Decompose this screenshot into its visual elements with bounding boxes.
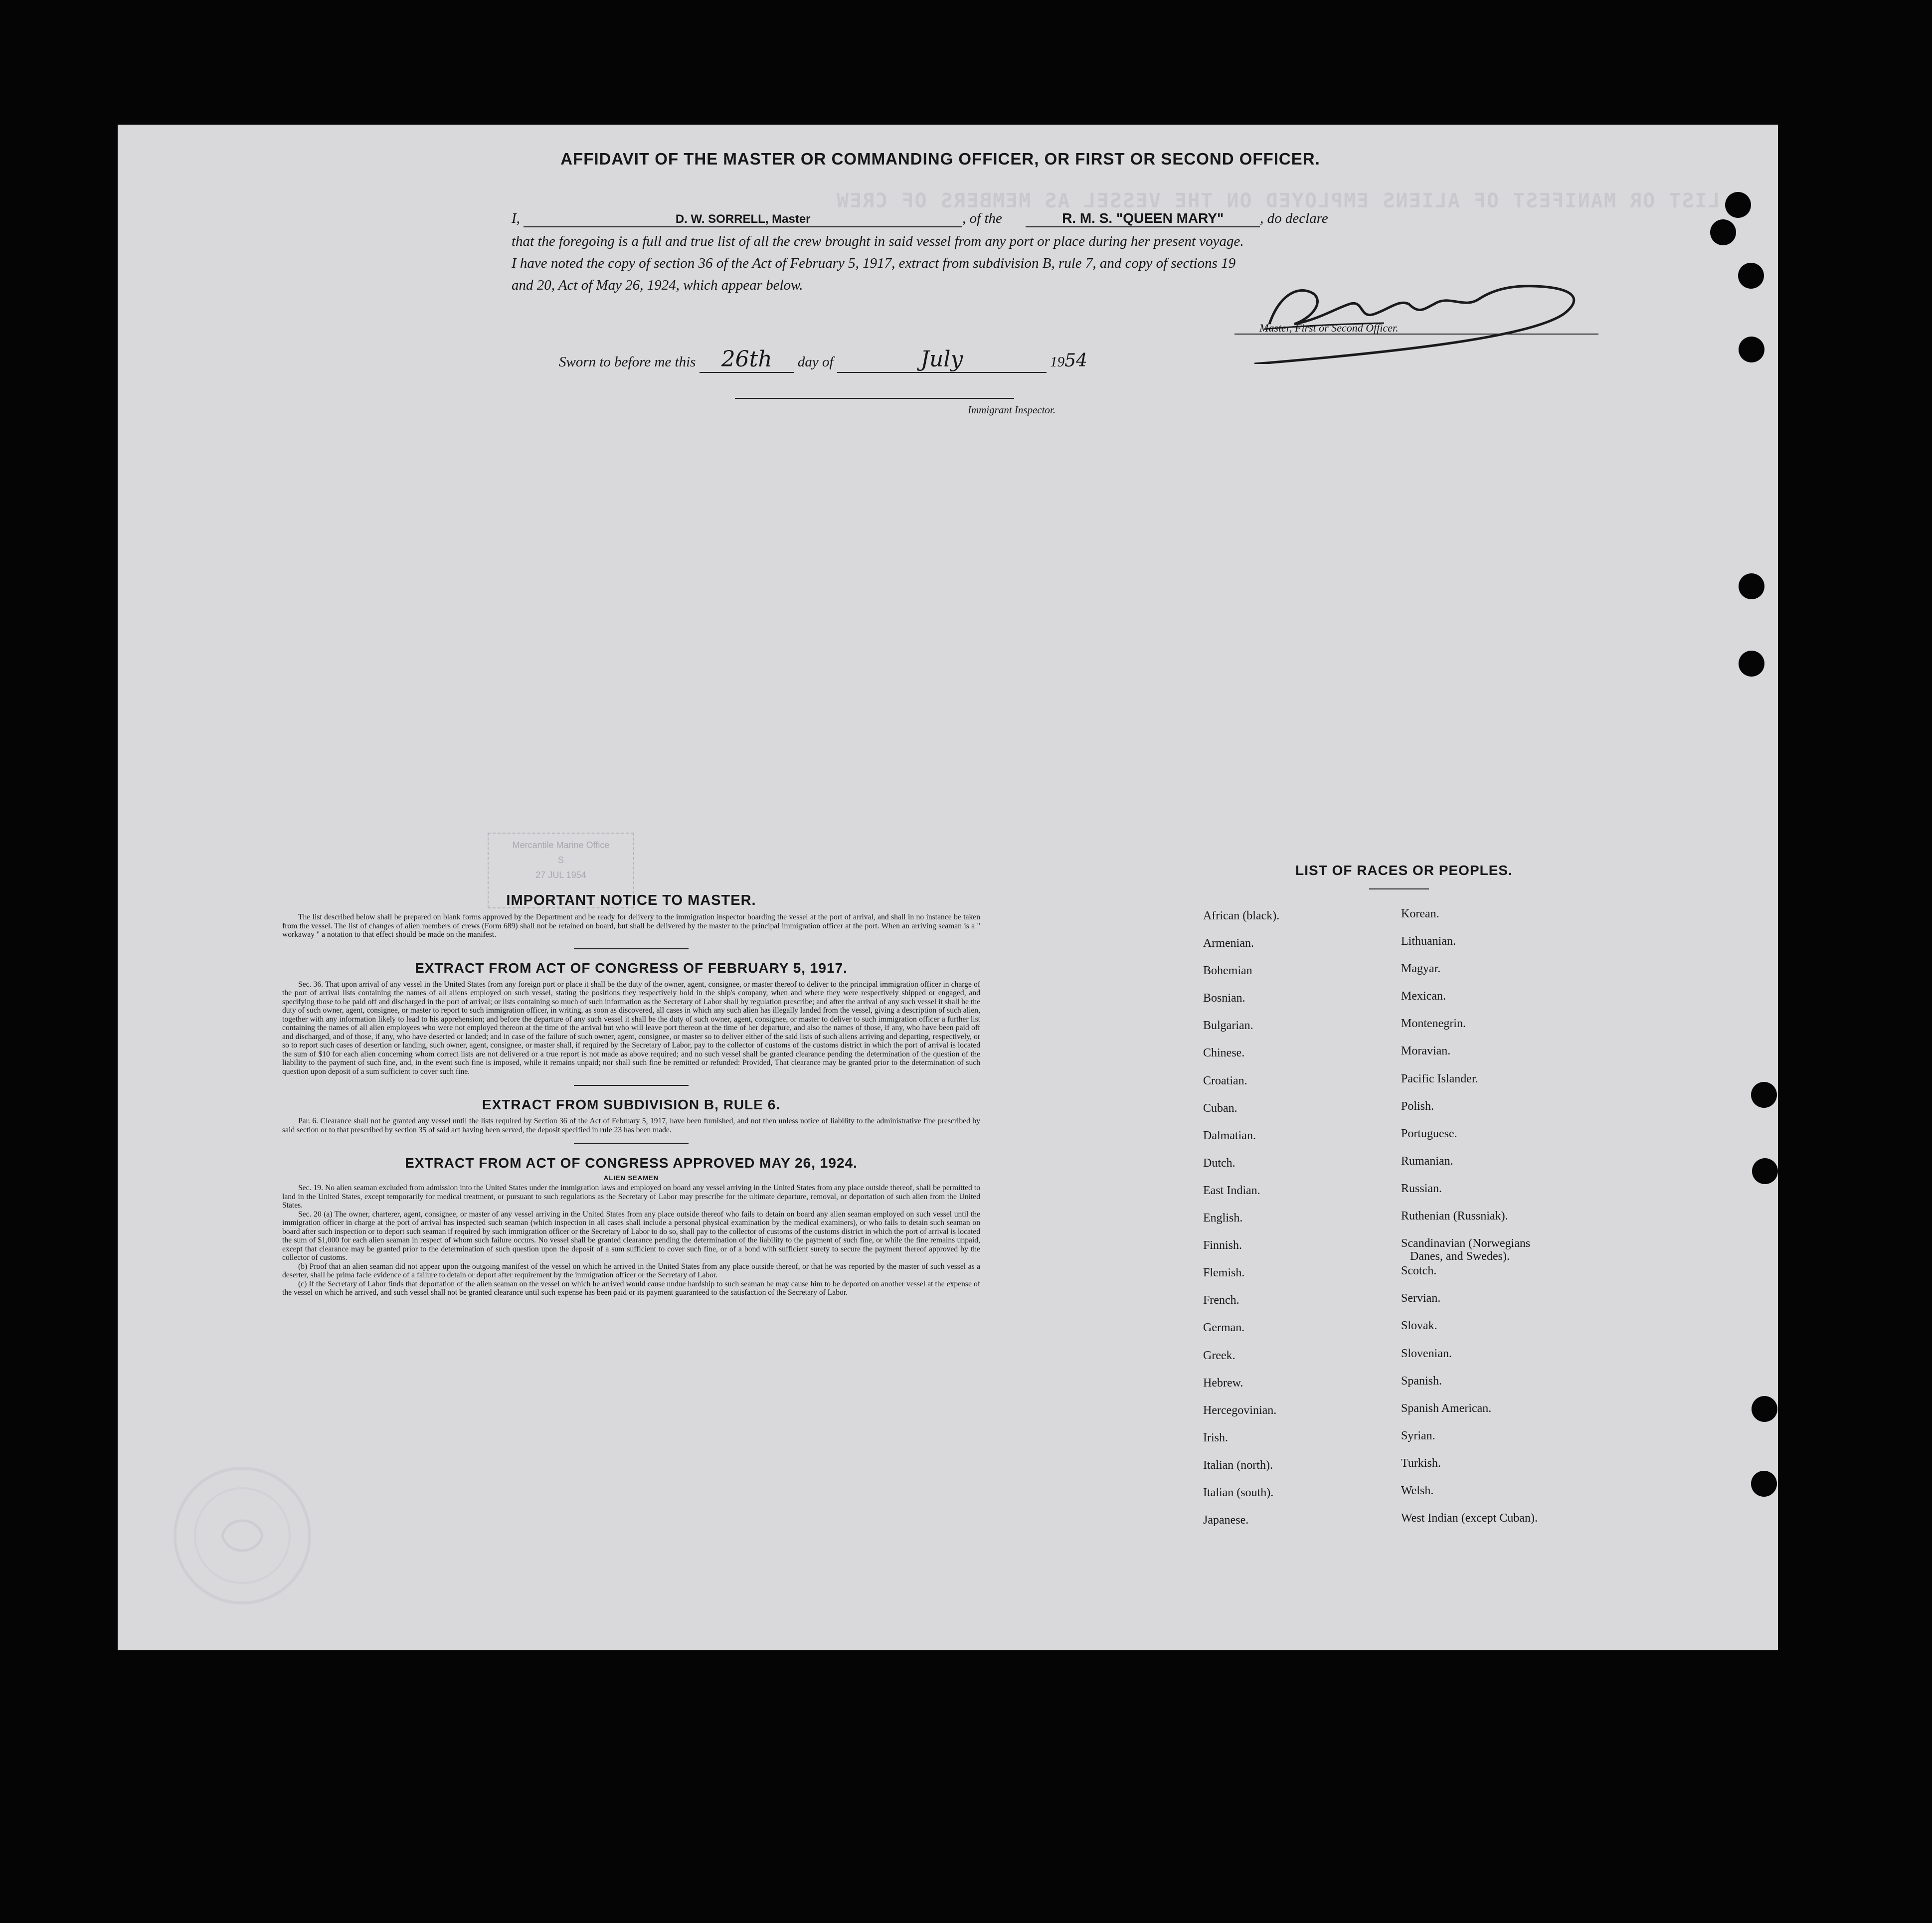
- divider-3: [574, 1143, 689, 1144]
- race-item: Greek.: [1203, 1349, 1235, 1362]
- race-item: Ruthenian (Russniak).: [1401, 1210, 1508, 1223]
- punch-hole: [1739, 337, 1764, 362]
- extract-1924-title: EXTRACT FROM ACT OF CONGRESS APPROVED MAY 26, 1924.: [405, 1155, 858, 1171]
- race-item: Spanish.: [1401, 1374, 1442, 1388]
- day-of-label: day of: [797, 354, 834, 370]
- punch-hole: [1752, 1158, 1778, 1184]
- race-item: Japanese.: [1203, 1514, 1249, 1527]
- extract-1917-title: EXTRACT FROM ACT OF CONGRESS OF FEBRUARY 5, 1917.: [415, 960, 848, 976]
- sec-20b-text: (b) Proof that an alien seaman did not appear upon the outgoing manifest of the vessel on which he arrived in the United States from any place outside thereof, or that he was reported by the master of such vessel as a deserter, shall be prima facie evidence of a failure to detain or deport after requirement by the immigration officer or the Secretary of Labor.: [282, 1262, 980, 1279]
- races-right-column: [1401, 907, 1538, 1539]
- race-item: Irish.: [1203, 1431, 1228, 1444]
- sworn-day-field: 26th: [700, 347, 794, 373]
- i-label: I,: [512, 210, 520, 226]
- race-item: Croatian.: [1203, 1074, 1247, 1087]
- punch-hole: [1739, 651, 1764, 677]
- race-item: Bohemian: [1203, 964, 1252, 978]
- punch-hole: [1752, 1396, 1777, 1422]
- punch-hole: [1738, 263, 1764, 289]
- race-item: Finnish.: [1203, 1239, 1242, 1252]
- affidavit-title: AFFIDAVIT OF THE MASTER OR COMMANDING OFFICER, OR FIRST OR SECOND OFFICER.: [560, 150, 1320, 168]
- race-item: Servian.: [1401, 1292, 1441, 1305]
- race-item: West Indian (except Cuban).: [1401, 1512, 1538, 1525]
- race-item: Syrian.: [1401, 1429, 1435, 1442]
- rule-6-text: Par. 6. Clearance shall not be granted any vessel until the lists required by Section 36 of the Act of February 5, 1917, have been furnished, and not then unless notice of liability to the administrative fine prescribed by said section or to that prescribed by section 35 of said act having been served, the deposit specified in rule 23 has been made.: [282, 1117, 980, 1134]
- race-item: Korean.: [1401, 907, 1439, 920]
- race-item: Chinese.: [1203, 1047, 1245, 1060]
- race-item: Bosnian.: [1203, 992, 1245, 1005]
- race-item: Polish.: [1401, 1099, 1434, 1113]
- race-item: Spanish American.: [1401, 1401, 1492, 1415]
- race-item: Welsh.: [1401, 1484, 1434, 1497]
- race-item: Cuban.: [1203, 1101, 1237, 1115]
- race-item: Lithuanian.: [1401, 935, 1456, 948]
- sec-20a-text: Sec. 20 (a) The owner, charterer, agent, consignee, or master of any vessel arriving in the United States from any place outside thereof who fails to detain on board any alien seaman employed on such vessel until the immigration officer in charge at the port of arrival has inspected such seaman (which inspection in all cases shall include a personal physical examination by the medical examiners), or who fails to detain such seaman on board after such inspection or to deport such seaman if required by such immigration officer or the Secretary of Labor to do so, shall pay to the collector of customs of the customs district in which the port of arrival is located the sum of $1,000 for each alien seaman in respect of whom such failure occurs. No vessel shall be granted clearance pending the determination of the liability to the payment of such fine, or while the fine remains unpaid, except that clearance may be granted prior to the determination of such question upon the deposit of a sum sufficient to cover such fine, or of a bond with sufficient surety to secure the payment thereof approved by the collector of customs.: [282, 1210, 980, 1262]
- affidavit-line-1: [512, 210, 1328, 227]
- race-item: Hercegovinian.: [1203, 1403, 1277, 1417]
- of-the-label: , of the: [962, 210, 1002, 226]
- rule-6-title: EXTRACT FROM SUBDIVISION B, RULE 6.: [482, 1097, 781, 1112]
- race-item: Hebrew.: [1203, 1376, 1243, 1390]
- race-item: French.: [1203, 1294, 1239, 1307]
- race-item: Rumanian.: [1401, 1154, 1453, 1168]
- vessel-name-field: R. M. S. "QUEEN MARY": [1026, 210, 1260, 227]
- sworn-line: [559, 347, 1087, 373]
- race-item: Scandinavian (Norwegians Danes, and Swedes).: [1401, 1237, 1531, 1263]
- master-signature: [1234, 264, 1603, 364]
- divider-2: [574, 1085, 689, 1086]
- race-item: Bulgarian.: [1203, 1019, 1253, 1033]
- races-title: LIST OF RACES OR PEOPLES.: [1295, 863, 1513, 878]
- embossed-seal: [168, 1461, 317, 1610]
- signature-caption: Master, First or Second Officer.: [1259, 322, 1399, 334]
- punch-hole: [1739, 573, 1764, 599]
- race-item: Italian (north).: [1203, 1458, 1273, 1472]
- sworn-label: Sworn to before me this: [559, 354, 696, 370]
- year-suffix: 54: [1064, 350, 1087, 371]
- stamp-letter: S: [557, 855, 564, 865]
- notice-title: IMPORTANT NOTICE TO MASTER.: [506, 892, 756, 908]
- race-item: Mexican.: [1401, 990, 1446, 1003]
- race-item: Magyar.: [1401, 962, 1441, 976]
- sec-20c-text: (c) If the Secretary of Labor finds that deportation of the alien seaman on the vessel on which he arrived would cause undue hardship to such seaman he may cause him to be deported on another vessel at the expense of the vessel on which he arrived, and such vessel shall not be granted clearance until such expense has been paid or its payment guaranteed to the satisfaction of the Secretary of Labor.: [282, 1279, 980, 1297]
- race-item: Flemish.: [1203, 1266, 1245, 1280]
- legal-column: [282, 892, 980, 1297]
- affidavit-line-4: and 20, Act of May 26, 1924, which appear below.: [512, 277, 803, 293]
- sworn-month-field: July: [837, 347, 1047, 373]
- divider-1: [574, 948, 689, 949]
- race-item: Turkish.: [1401, 1456, 1441, 1470]
- notice-text: The list described below shall be prepared on blank forms approved by the Department and be ready for delivery to the immigration inspector boarding the vessel at the port of arrival, and shall in no instance be taken from the vessel. The list of changes of alien members of crews (Form 689) shall not be retained on board, but shall be delivered by the master to the principal immigration officer at the port. When an arriving seaman is a " workaway " a notation to that effect should be made on the manifest.: [282, 913, 980, 939]
- race-item: Russian.: [1401, 1182, 1442, 1195]
- race-item: Dutch.: [1203, 1156, 1235, 1170]
- year-prefix: 19: [1050, 354, 1065, 370]
- race-item: Pacific Islander.: [1401, 1072, 1478, 1085]
- punch-hole: [1710, 219, 1736, 245]
- race-item: Slovenian.: [1401, 1347, 1452, 1360]
- stamp-office: Mercantile Marine Office: [512, 840, 610, 850]
- bleed-through-header: LIST OR MANIFEST OF ALIENS EMPLOYED ON THE VESSEL AS MEMBERS OF CREW: [836, 189, 1720, 212]
- race-item: African (black).: [1203, 909, 1280, 922]
- document-sheet: [118, 125, 1778, 1650]
- races-title-rule: [1369, 888, 1429, 889]
- race-item: Slovak.: [1401, 1319, 1437, 1333]
- race-item: Dalmatian.: [1203, 1129, 1256, 1142]
- inspector-caption: Immigrant Inspector.: [968, 404, 1056, 416]
- race-item: Montenegrin.: [1401, 1017, 1466, 1031]
- races-left-column: [1203, 909, 1279, 1541]
- affidavit-line-2: that the foregoing is a full and true list of all the crew brought in said vessel from any port or place during her present voyage.: [512, 233, 1244, 249]
- race-item: Scotch.: [1401, 1264, 1437, 1278]
- punch-hole: [1751, 1471, 1777, 1497]
- affidavit-line-3: I have noted the copy of section 36 of the Act of February 5, 1917, extract from subdivision B, rule 7, and copy of sections 19: [512, 255, 1236, 271]
- punch-hole: [1725, 192, 1751, 218]
- race-item: German.: [1203, 1321, 1245, 1335]
- race-item: English.: [1203, 1212, 1243, 1225]
- race-item: East Indian.: [1203, 1184, 1260, 1197]
- extract-1917-text: Sec. 36. That upon arrival of any vessel in the United States from any foreign port or place it shall be the duty of the owner, agent, consignee, or master thereof to deliver to the principal immigration officer in charge of the port of arrival lists containing the names of all aliens employed on such vessel, stating the positions they respectively hold in the ship's company, when and where they were respectively shipped or engaged, and specifying those to be paid off and discharged in the port of arrival; or lists containing so much of such information as the Secretary of Labor shall by regulation prescribe; and after the arrival of any such vessel it shall be the duty of such owner, agent, consignee, or master to report to such immigration officer, in writing, as soon as discovered, all cases in which any such alien has illegally landed from the vessel, giving a description of such alien, together with any information likely to lead to his apprehension; and before the departure of any such vessel it shall be the duty of such owner, agent, consignee, or master to deliver to such immigration officer a further list containing the names of all alien employees who were not employed thereon at the time of the arrival but who will leave port thereon at the time of her departure, and also the names of those, if any, who have been paid off and discharged, and of those, if any, who have deserted or landed; and in case of the failure of such owner, agent, consignee, or master so to deliver either of the said lists of such aliens arriving and departing, respectively, or so to report such cases of desertion or landing, such owner, agent, consignee, or master shall, if required by the Secretary of Labor, pay to the collector of customs of the customs district in which the port of arrival is located the sum of $10 for each alien concerning whom correct lists are not delivered or a true report is not made as above required; and no such vessel shall be granted clearance pending the determination of the question of the liability to the payment of such fine, and, in the event such fine is imposed, while it remains unpaid; nor shall such fine be remitted or refunded: Provided, That clearance may be granted prior to the determination of such question upon deposit of a sum sufficient to cover such fine.: [282, 980, 980, 1076]
- punch-hole: [1751, 1082, 1777, 1108]
- do-declare-label: , do declare: [1260, 210, 1328, 226]
- race-item: Portuguese.: [1401, 1127, 1457, 1140]
- race-item: Italian (south).: [1203, 1486, 1274, 1499]
- inspector-signature-line: [735, 398, 1014, 399]
- alien-seamen-subtitle: ALIEN SEAMEN: [603, 1174, 659, 1182]
- master-name-field: D. W. SORRELL, Master: [524, 212, 962, 227]
- race-item: Moravian.: [1401, 1045, 1451, 1058]
- stamp-date: 27 JUL 1954: [535, 870, 586, 880]
- race-item: Armenian.: [1203, 937, 1254, 950]
- sec-19-text: Sec. 19. No alien seaman excluded from admission into the United States under the immigration laws and employed on board any vessel arriving in the United States from any place outside thereof, shall be permitted to land in the United States, except temporarily for medical treatment, or pursuant to such regulations as the Secretary of Labor may prescribe for the ultimate departure, removal, or deportation of such alien from the United States.: [282, 1184, 980, 1210]
